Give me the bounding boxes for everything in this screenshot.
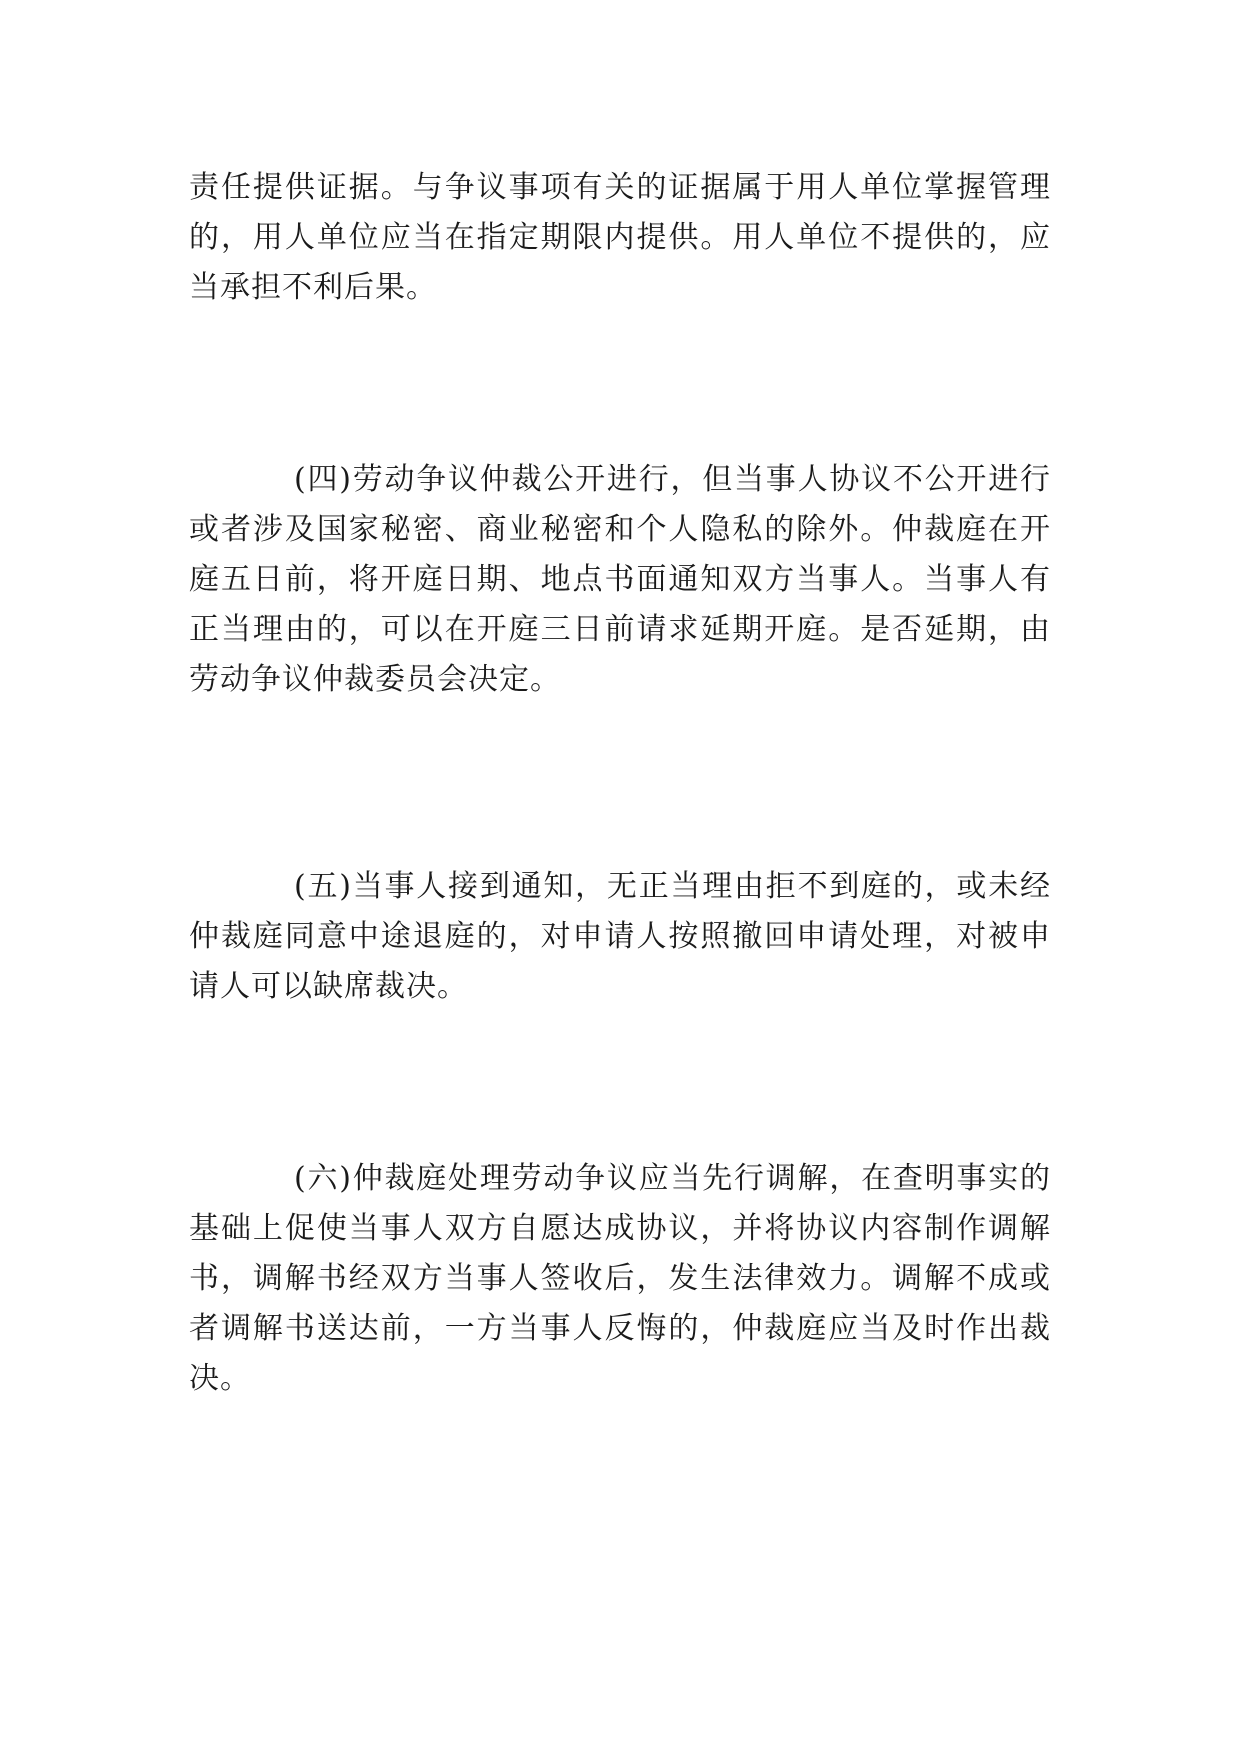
paragraph-evidence-continuation: 责任提供证据。与争议事项有关的证据属于用人单位掌握管理的，用人单位应当在指定期限内提供。用人单位不提供的，应当承担不利后果。 [189, 170, 1051, 305]
paragraph-item-4: (四)劳动争议仲裁公开进行，但当事人协议不公开进行或者涉及国家秘密、商业秘密和个人隐私的除外。仲裁庭在开庭五日前，将开庭日期、地点书面通知双方当事人。当事人有正当理由的，可以在开庭三日前请求延期开庭。是否延期，由劳动争议仲裁委员会决定。 [189, 462, 1051, 697]
paragraph-item-5: (五)当事人接到通知，无正当理由拒不到庭的，或未经仲裁庭同意中途退庭的，对申请人按照撤回申请处理，对被申请人可以缺席裁决。 [189, 869, 1051, 1004]
paragraph-item-6: (六)仲裁庭处理劳动争议应当先行调解，在查明事实的基础上促使当事人双方自愿达成协议，并将协议内容制作调解书，调解书经双方当事人签收后，发生法律效力。调解不成或者调解书送达前，一方当事人反悔的，仲裁庭应当及时作出裁决。 [189, 1161, 1051, 1396]
